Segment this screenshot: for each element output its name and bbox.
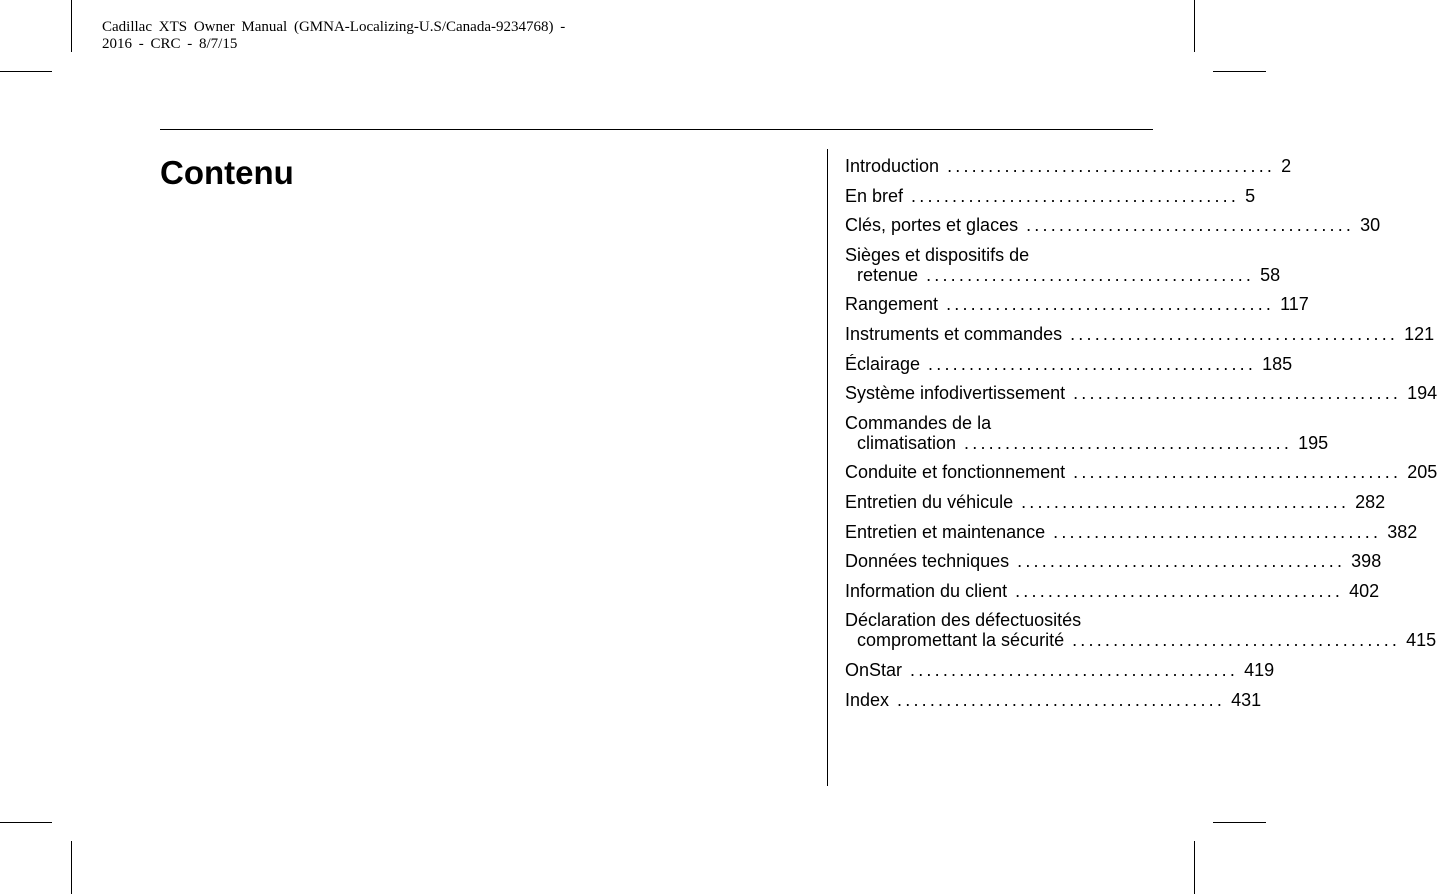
toc-entry-line — [845, 323, 1435, 344]
toc-page-number: 282 — [1355, 491, 1386, 512]
toc-entry-line — [845, 432, 1329, 453]
toc-leader-dots: ........................................ — [1026, 215, 1355, 236]
toc-leader-dots: ........................................ — [897, 689, 1226, 710]
toc-entry-line — [845, 610, 1152, 630]
toc-page-number: 419 — [1244, 659, 1275, 680]
toc-leader-dots: ........................................ — [1053, 521, 1382, 542]
toc-entry-line — [845, 215, 1381, 236]
toc-entry[interactable] — [845, 185, 1256, 206]
toc-entry-line — [845, 383, 1437, 404]
toc-leader-dots: ........................................ — [911, 185, 1240, 206]
toc-page-number: 415 — [1406, 630, 1437, 651]
toc-page-number: 30 — [1360, 215, 1381, 236]
toc-entry-title: Clés, portes et glaces — [845, 215, 1019, 236]
toc-leader-dots: ........................................ — [1073, 383, 1402, 404]
toc-entry-title: OnStar — [845, 659, 903, 680]
toc-page-number: 402 — [1349, 580, 1380, 601]
crop-mark-top-right-horizontal — [1213, 71, 1266, 72]
toc-entry-title: Rangement — [845, 294, 939, 315]
crop-mark-bottom-left-horizontal — [0, 822, 52, 823]
toc-page-number: 398 — [1351, 551, 1382, 572]
table-of-contents — [845, 156, 1437, 719]
toc-entry-title: Index — [845, 689, 890, 710]
toc-entry-line — [845, 630, 1437, 651]
toc-entry-line — [845, 156, 1292, 176]
toc-page-number: 431 — [1231, 689, 1262, 710]
toc-entry-title: Entretien et maintenance — [845, 521, 1046, 542]
toc-entry-title: Éclairage — [845, 353, 921, 374]
crop-mark-bottom-left-vertical — [71, 841, 72, 894]
toc-entry-title: Instruments et commandes — [845, 323, 1063, 344]
toc-entry[interactable] — [845, 353, 1293, 374]
toc-page-number: 205 — [1407, 462, 1437, 483]
toc-page-number: 185 — [1262, 353, 1293, 374]
toc-entry-title: Système infodivertissement — [845, 383, 1066, 404]
toc-entry-line — [845, 353, 1293, 374]
toc-entry-title: Introduction — [845, 156, 940, 176]
toc-entry-line — [845, 245, 1152, 265]
toc-entry-title: En bref — [845, 185, 904, 206]
toc-entry-title: Sièges et dispositifs de — [845, 244, 1030, 265]
toc-entry[interactable] — [845, 689, 1262, 710]
toc-page-number: 5 — [1245, 185, 1256, 206]
toc-leader-dots: ........................................ — [1021, 491, 1350, 512]
document-header — [102, 19, 565, 53]
toc-leader-dots: ........................................ — [910, 659, 1239, 680]
toc-page-number: 117 — [1280, 294, 1309, 315]
toc-entry-line — [845, 521, 1418, 542]
toc-entry[interactable] — [845, 215, 1381, 236]
top-rule — [160, 129, 1153, 130]
toc-leader-dots: ........................................ — [926, 264, 1255, 285]
toc-leader-dots: ........................................ — [1017, 551, 1346, 572]
toc-leader-dots: ........................................ — [947, 156, 1276, 176]
toc-leader-dots: ........................................ — [1070, 323, 1399, 344]
toc-entry[interactable] — [845, 551, 1382, 572]
toc-entry-line — [845, 185, 1256, 206]
toc-entry-title: compromettant la sécurité — [857, 630, 1065, 651]
toc-entry[interactable] — [845, 491, 1386, 512]
toc-entry-title: Commandes de la — [845, 412, 992, 433]
toc-leader-dots: ........................................ — [1015, 580, 1344, 601]
toc-entry-line — [845, 659, 1275, 680]
toc-entry[interactable] — [845, 156, 1292, 176]
toc-entry-title: Entretien du véhicule — [845, 491, 1014, 512]
crop-mark-top-right-vertical — [1194, 0, 1195, 52]
toc-leader-dots: ........................................ — [946, 294, 1275, 315]
toc-page-number: 194 — [1407, 383, 1437, 404]
toc-entry-title: Déclaration des défectuosités — [845, 610, 1082, 631]
toc-leader-dots: ........................................ — [1072, 630, 1401, 651]
header-line-2: 2016 - CRC - 8/7/15 — [102, 36, 238, 52]
crop-mark-top-left-horizontal — [0, 71, 52, 72]
toc-page-number: 121 — [1404, 323, 1435, 344]
toc-entry-title: Information du client — [845, 580, 1008, 601]
toc-entry-line — [845, 580, 1380, 601]
toc-entry-line — [845, 689, 1262, 710]
toc-entry-line — [845, 413, 1152, 433]
toc-entry[interactable] — [845, 244, 1281, 285]
toc-entry[interactable] — [845, 412, 1329, 453]
toc-entry[interactable] — [845, 323, 1435, 344]
crop-mark-bottom-right-vertical — [1194, 841, 1195, 894]
toc-leader-dots: ........................................ — [964, 432, 1293, 453]
toc-entry[interactable] — [845, 610, 1437, 651]
toc-entry-title: retenue — [857, 264, 919, 285]
toc-entry[interactable] — [845, 462, 1437, 483]
crop-mark-top-left-vertical — [71, 0, 72, 52]
toc-entry-line — [845, 551, 1382, 572]
toc-entry-line — [845, 294, 1309, 315]
page-title: Contenu — [160, 154, 294, 191]
toc-entry-line — [845, 491, 1386, 512]
toc-entry[interactable] — [845, 521, 1418, 542]
toc-entry-title: Données techniques — [845, 551, 1010, 572]
toc-entry[interactable] — [845, 659, 1275, 680]
toc-page-number: 382 — [1387, 521, 1418, 542]
toc-page-number: 195 — [1298, 432, 1329, 453]
toc-leader-dots: ........................................ — [928, 353, 1257, 374]
toc-entry-title: climatisation — [857, 432, 957, 453]
toc-leader-dots: ........................................ — [1073, 462, 1402, 483]
toc-page-number: 2 — [1281, 156, 1292, 176]
column-divider — [827, 149, 828, 786]
header-line-1: Cadillac XTS Owner Manual (GMNA-Localizing-U.S/Canada-9234768) - — [102, 19, 566, 35]
toc-page-number: 58 — [1260, 264, 1281, 285]
toc-entry-title: Conduite et fonctionnement — [845, 462, 1066, 483]
toc-entry-line — [845, 462, 1437, 483]
toc-entry[interactable] — [845, 294, 1309, 315]
toc-entry[interactable] — [845, 580, 1380, 601]
toc-entry-line — [845, 264, 1281, 285]
crop-mark-bottom-right-horizontal — [1213, 822, 1266, 823]
toc-entry[interactable] — [845, 383, 1437, 404]
